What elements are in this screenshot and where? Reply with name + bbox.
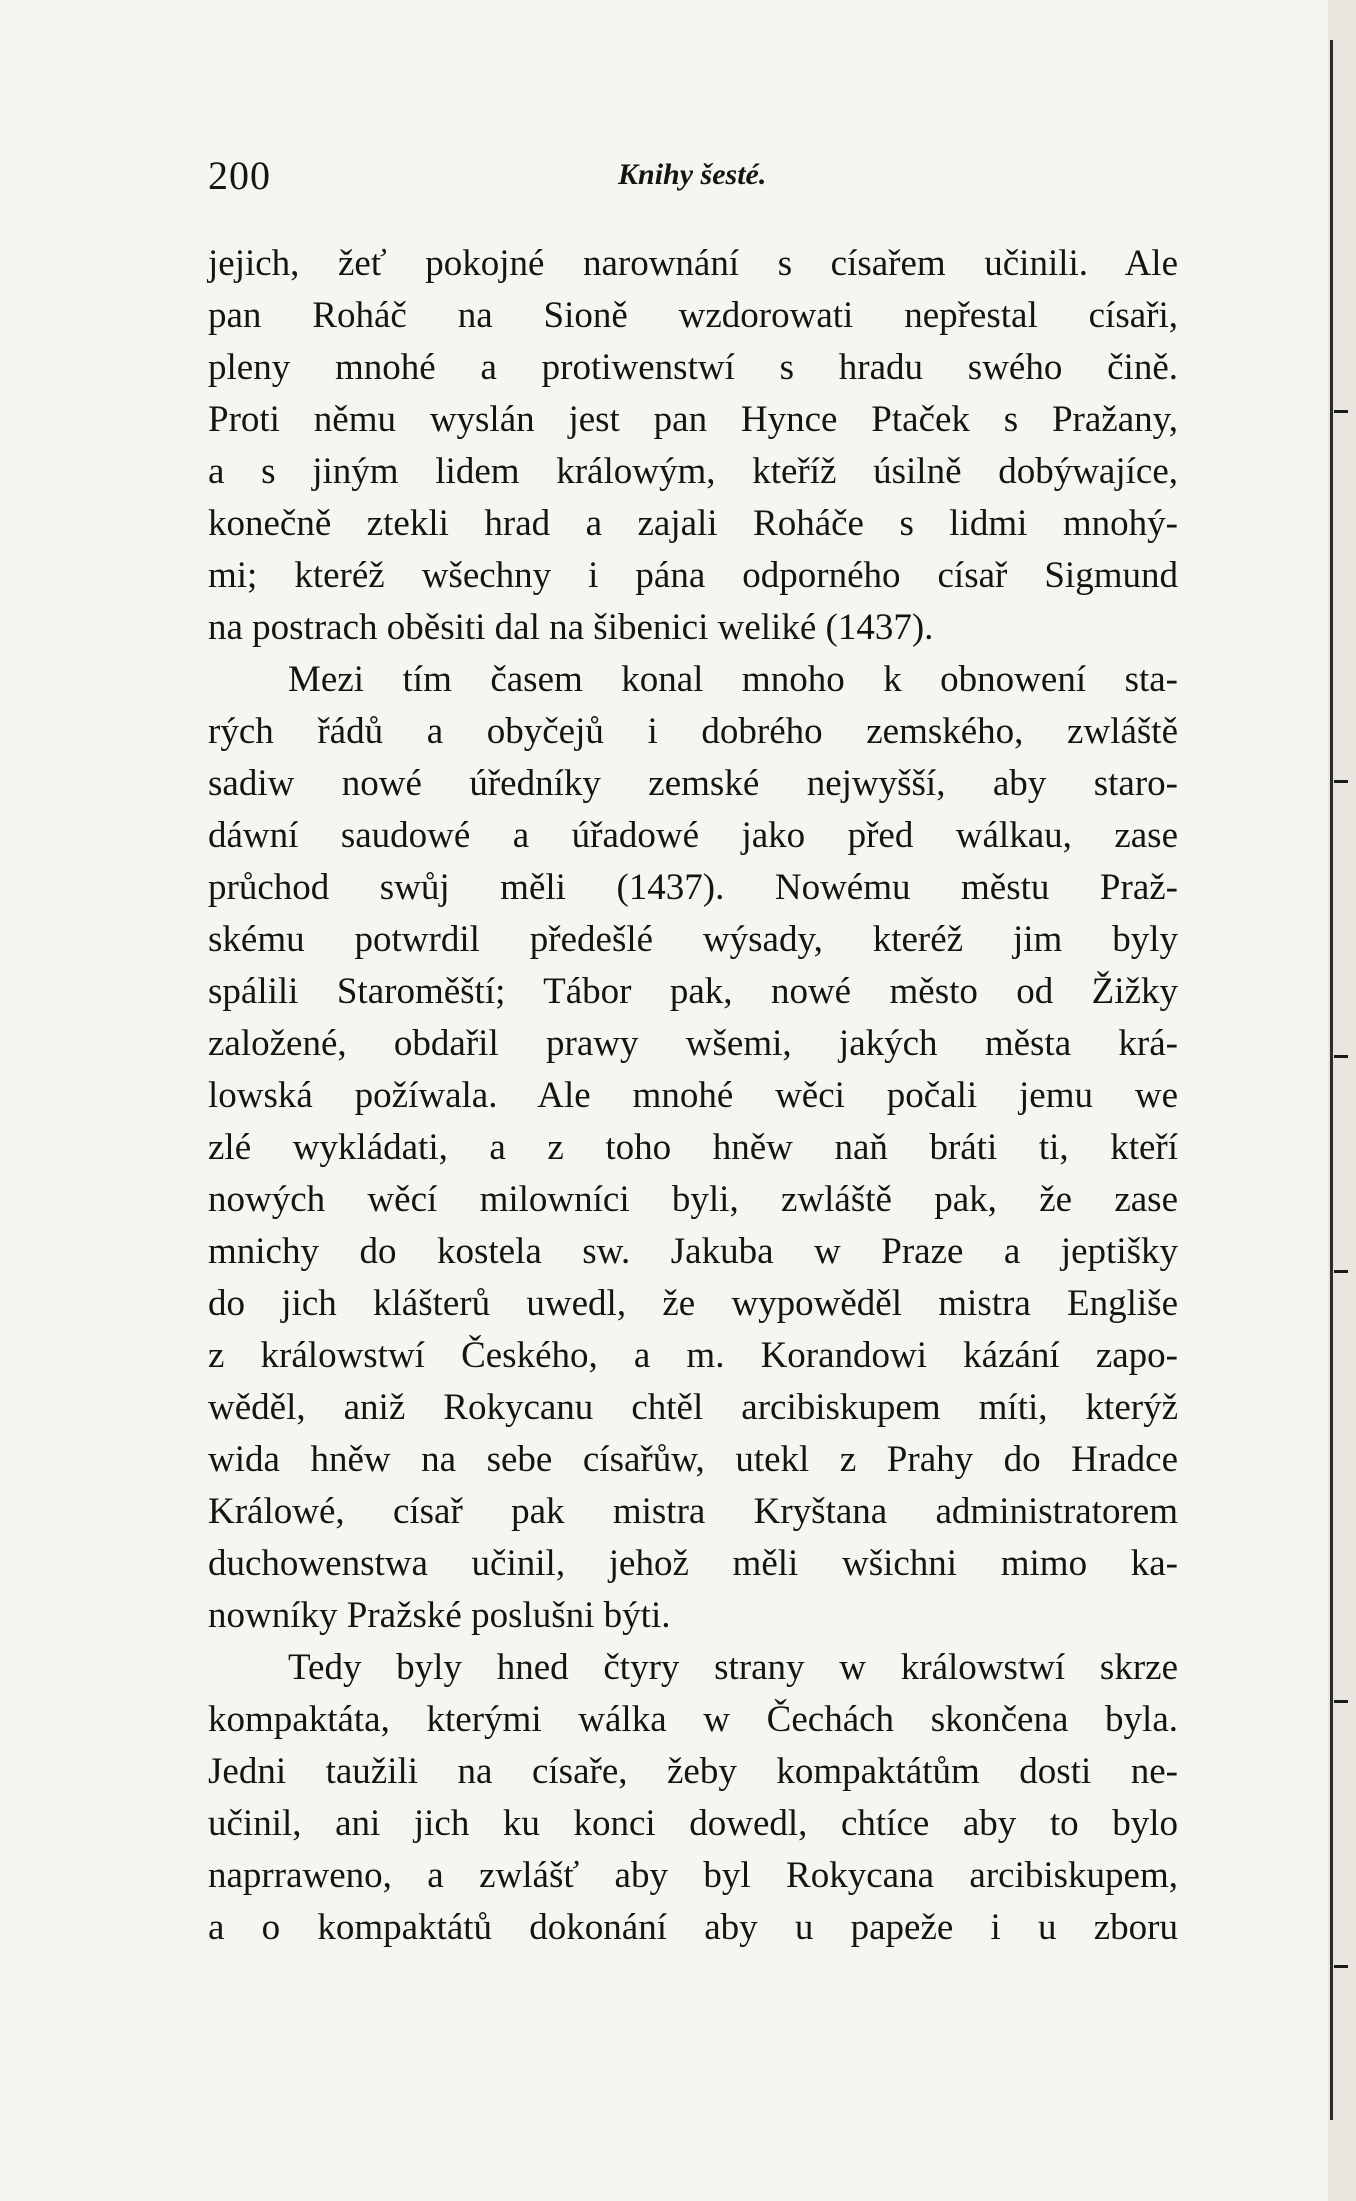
text-line: založené, obdařil prawy wšemi, jakých města krá- — [208, 1023, 1178, 1064]
edge-mark — [1334, 780, 1348, 783]
edge-mark — [1334, 1055, 1348, 1058]
text-line: učinil, ani jich ku konci dowedl, chtíce aby to bylo — [208, 1803, 1178, 1844]
text-line: wida hněw na sebe císařůw, utekl z Prahy do Hradce — [208, 1439, 1178, 1480]
text-line: naprraweno, a zwlášť aby byl Rokycana arcibiskupem, — [208, 1855, 1178, 1896]
text-line: skému potwrdil předešlé wýsady, kteréž jim byly — [208, 919, 1178, 960]
text-line: rých řádů a obyčejů i dobrého zemského, zwláště — [208, 711, 1178, 752]
text-line: sadiw nowé úředníky zemské nejwyšší, aby staro- — [208, 763, 1178, 804]
running-title: Knihy šesté. — [618, 158, 767, 191]
text-line: mi; kteréž wšechny i pána odporného císař Sigmund — [208, 555, 1178, 596]
text-line: pleny mnohé a protiwenstwí s hradu swého čině. — [208, 347, 1178, 388]
edge-mark — [1334, 1700, 1348, 1703]
text-line: a o kompaktátů dokonání aby u papeže i u zboru — [208, 1907, 1178, 1948]
page-edge-line — [1330, 40, 1333, 2120]
text-line: wěděl, aniž Rokycanu chtěl arcibiskupem míti, kterýž — [208, 1387, 1178, 1428]
page-number: 200 — [208, 153, 271, 198]
text-line: a s jiným lidem králowým, kteříž úsilně dobýwajíce, — [208, 451, 1178, 492]
text-line: mnichy do kostela sw. Jakuba w Praze a jeptišky — [208, 1231, 1178, 1272]
text-line: průchod swůj měli (1437). Nowému městu Praž- — [208, 867, 1178, 908]
edge-mark — [1334, 1965, 1348, 1968]
text-line: kompaktáta, kterými wálka w Čechách skončena byla. — [208, 1699, 1178, 1740]
text-line: duchowenstwa učinil, jehož měli wšichni mimo ka- — [208, 1543, 1178, 1584]
text-line: jejich, žeť pokojné narownání s císařem učinili. Ale — [208, 243, 1178, 284]
text-line: dáwní saudowé a úřadowé jako před wálkau, zase — [208, 815, 1178, 856]
text-line: spálili Staroměští; Tábor pak, nowé město od Žižky — [208, 971, 1178, 1012]
text-line: na postrach oběsiti dal na šibenici weliké (1437). — [208, 607, 934, 648]
text-line: Jedni taužili na císaře, žeby kompaktátům dosti ne- — [208, 1751, 1178, 1792]
text-line: z králowstwí Českého, a m. Korandowi kázání zapo- — [208, 1335, 1178, 1376]
edge-mark — [1334, 1270, 1348, 1273]
text-line: pan Roháč na Sioně wzdorowati nepřestal císaři, — [208, 295, 1178, 336]
text-line: Mezi tím časem konal mnoho k obnowení sta- — [288, 659, 1178, 700]
text-line: lowská požíwala. Ale mnohé wěci počali jemu we — [208, 1075, 1178, 1116]
text-line: nowých wěcí milowníci byli, zwláště pak, že zase — [208, 1179, 1178, 1220]
edge-mark — [1334, 410, 1348, 413]
text-line: zlé wykládati, a z toho hněw naň bráti ti, kteří — [208, 1127, 1178, 1168]
running-head — [208, 152, 1178, 212]
text-line: Proti němu wyslán jest pan Hynce Ptaček s Pražany, — [208, 399, 1178, 440]
text-line: do jich klášterů uwedl, že wypowěděl mistra Engliše — [208, 1283, 1178, 1324]
text-line: konečně ztekli hrad a zajali Roháče s lidmi mnohý- — [208, 503, 1178, 544]
text-line: Králowé, císař pak mistra Kryštana administratorem — [208, 1491, 1178, 1532]
body-text — [208, 238, 1178, 1954]
text-line: Tedy byly hned čtyry strany w králowstwí skrze — [288, 1647, 1178, 1688]
text-line: nowníky Pražské poslušni býti. — [208, 1595, 671, 1636]
